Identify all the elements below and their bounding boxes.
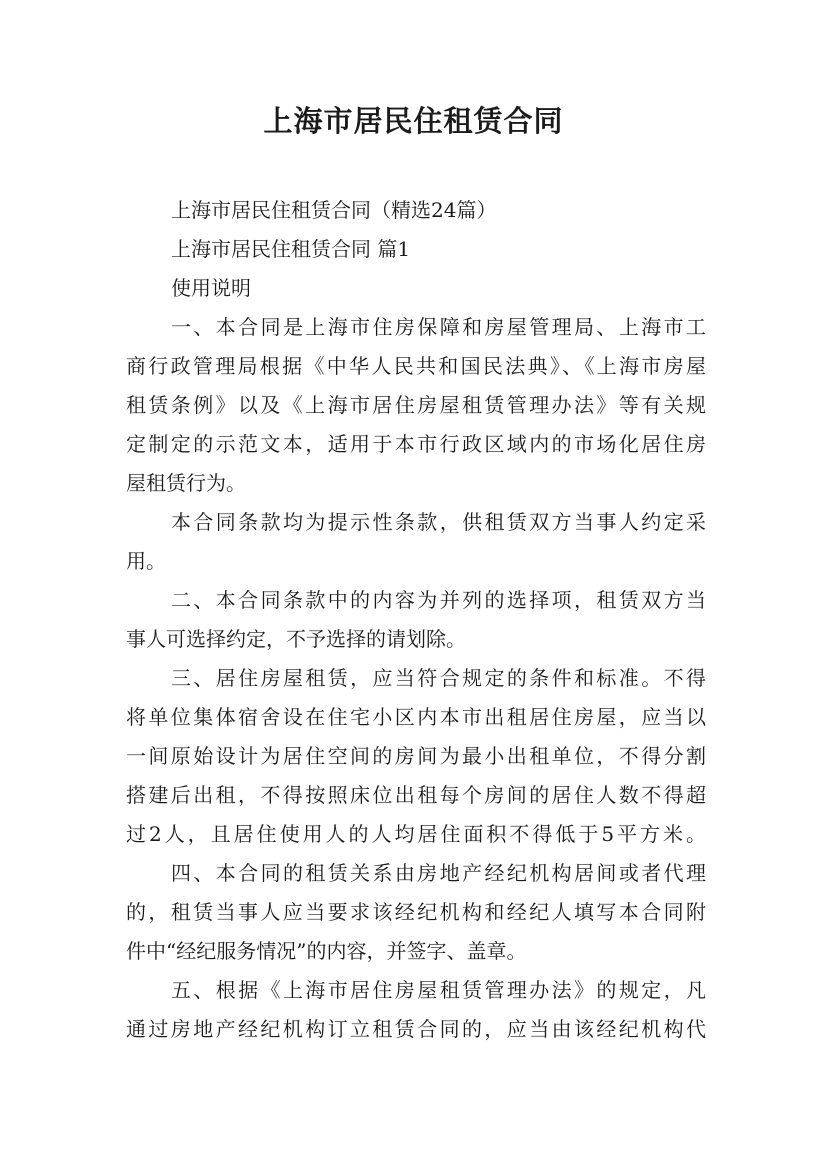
- paragraph-line: 四、本合同的租赁关系由房地产经纪机构居间或者代理: [171, 861, 706, 885]
- paragraph-line: 将单位集体宿舍设在住宅小区内本市出租居住房屋，应当以: [126, 705, 706, 729]
- paragraph-line: 用。: [126, 549, 166, 573]
- paragraph-line: 三、居住房屋租赁，应当符合规定的条件和标准。不得: [171, 666, 706, 690]
- paragraph-line: 屋租赁行为。: [126, 471, 246, 495]
- paragraph-line: 的，租赁当事人应当要求该经纪机构和经纪人填写本合同附: [126, 900, 706, 924]
- usage-heading: 使用说明: [171, 276, 251, 300]
- paragraph-line: 通过房地产经纪机构订立租赁合同的，应当由该经纪机构代: [126, 1017, 706, 1041]
- paragraph-line: 定制定的示范文本，适用于本市行政区域内的市场化居住房: [126, 432, 706, 456]
- paragraph-line: 事人可选择约定，不予选择的请划除。: [126, 627, 466, 651]
- paragraph-line: 商行政管理局根据《中华人民共和国民法典》、《上海市房屋: [126, 354, 706, 378]
- section-heading: 上海市居民住租赁合同 篇1: [171, 237, 411, 261]
- paragraph-line: 过2人，且居住使用人的人均居住面积不得低于5平方米。: [126, 822, 706, 846]
- paragraph-line: 搭建后出租，不得按照床位出租每个房间的居住人数不得超: [126, 783, 706, 807]
- document-body: [126, 191, 706, 1049]
- paragraph-line: 件中“经纪服务情况”的内容，并签字、盖章。: [126, 939, 527, 963]
- paragraph-line: 租赁条例》以及《上海市居住房屋租赁管理办法》等有关规: [126, 393, 706, 417]
- paragraph-line: 一间原始设计为居住空间的房间为最小出租单位，不得分割: [126, 744, 706, 768]
- paragraph-line: 二、本合同条款中的内容为并列的选择项，租赁双方当: [171, 588, 706, 612]
- document-title: 上海市居民住租赁合同: [263, 104, 564, 138]
- paragraph-line: 五、根据《上海市居住房屋租赁管理办法》的规定，凡: [171, 978, 706, 1002]
- paragraph-line: 本合同条款均为提示性条款，供租赁双方当事人约定采: [171, 510, 706, 534]
- paragraph-line: 一、本合同是上海市住房保障和房屋管理局、上海市工: [171, 315, 706, 339]
- subtitle-line: 上海市居民住租赁合同（精选24篇）: [171, 198, 497, 222]
